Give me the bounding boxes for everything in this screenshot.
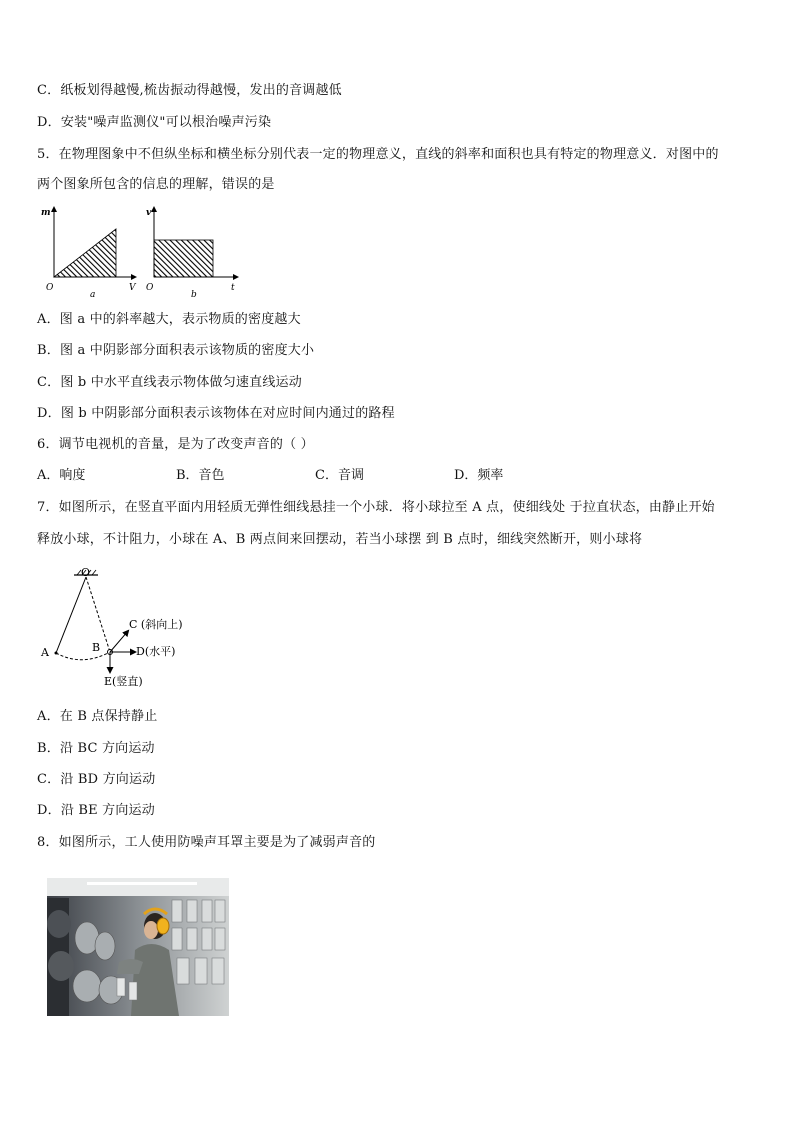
graph-a-caption: a	[90, 290, 96, 300]
q6-option-c: C．音调	[315, 468, 364, 483]
q5-option-c: C．图 b 中水平直线表示物体做匀速直线运动	[37, 375, 302, 390]
q7-option-d: D．沿 BE 方向运动	[37, 803, 155, 818]
q6-option-b: B．音色	[176, 468, 225, 483]
graph-b	[146, 208, 236, 300]
graph-a-x-label: V	[129, 283, 136, 293]
q7-option-c: C．沿 BD 方向运动	[37, 772, 156, 787]
graph-a	[41, 208, 137, 300]
q6-option-d: D．频率	[454, 468, 504, 483]
label-o: O	[81, 566, 91, 579]
worker-earmuffs-photo	[47, 878, 229, 1016]
q5-graphs-figure	[36, 203, 246, 301]
q5-stem-line2: 两个图象所包含的信息的理解，错误的是	[37, 177, 275, 192]
graph-b-shaded-area	[154, 240, 213, 277]
q7-stem-line2: 释放小球，不计阻力，小球在 A、B 两点间来回摆动，若当小球摆 到 B 点时，细线突然断开，则小球将	[37, 532, 643, 547]
point-a	[55, 652, 58, 655]
graph-b-origin: O	[146, 283, 154, 293]
q7-option-a: A．在 B 点保持静止	[37, 709, 158, 724]
q4-option-d: D．安装"噪声监测仪"可以根治噪声污染	[37, 115, 272, 130]
q5-option-d: D．图 b 中阴影部分面积表示该物体在对应时间内通过的路程	[37, 406, 395, 421]
q8-stem: 8．如图所示，工人使用防噪声耳罩主要是为了减弱声音的	[37, 835, 376, 850]
q5-option-a: A．图 a 中的斜率越大，表示物质的密度越大	[37, 312, 301, 327]
q7-stem-line1: 7．如图所示，在竖直平面内用轻质无弹性细线悬挂一个小球．将小球拉至 A 点，使细线处 于拉直状态，由静止开始	[37, 500, 715, 515]
graph-a-origin: O	[46, 283, 54, 293]
q6-stem: 6．调节电视机的音量，是为了改变声音的（ ）	[37, 437, 314, 452]
graph-a-y-label: m	[41, 208, 51, 218]
graph-b-caption: b	[191, 290, 197, 300]
graph-b-y-label: v	[146, 208, 152, 218]
graph-a-shaded-area	[54, 229, 116, 277]
q5-stem-line1: 5．在物理图象中不但纵坐标和横坐标分别代表一定的物理意义，直线的斜率和面积也具有特定的物理意义．对图中的	[37, 147, 719, 162]
arrow-bc	[110, 631, 128, 652]
q5-option-b: B．图 a 中阴影部分面积表示该物质的密度大小	[37, 343, 315, 358]
q6-option-a: A．响度	[37, 468, 86, 483]
q7-option-b: B．沿 BC 方向运动	[37, 741, 155, 756]
swing-arc	[56, 652, 110, 660]
label-e: E(竖直)	[104, 675, 143, 688]
label-d: D(水平)	[136, 645, 176, 658]
label-a: A	[41, 646, 49, 659]
string-to-a	[56, 577, 86, 653]
label-b: B	[92, 641, 101, 654]
q7-pendulum-figure	[36, 563, 206, 691]
label-c: C (斜向上)	[129, 618, 183, 631]
q4-option-c: C．纸板划得越慢,梳齿振动得越慢，发出的音调越低	[37, 83, 342, 98]
graph-b-x-label: t	[231, 283, 235, 293]
